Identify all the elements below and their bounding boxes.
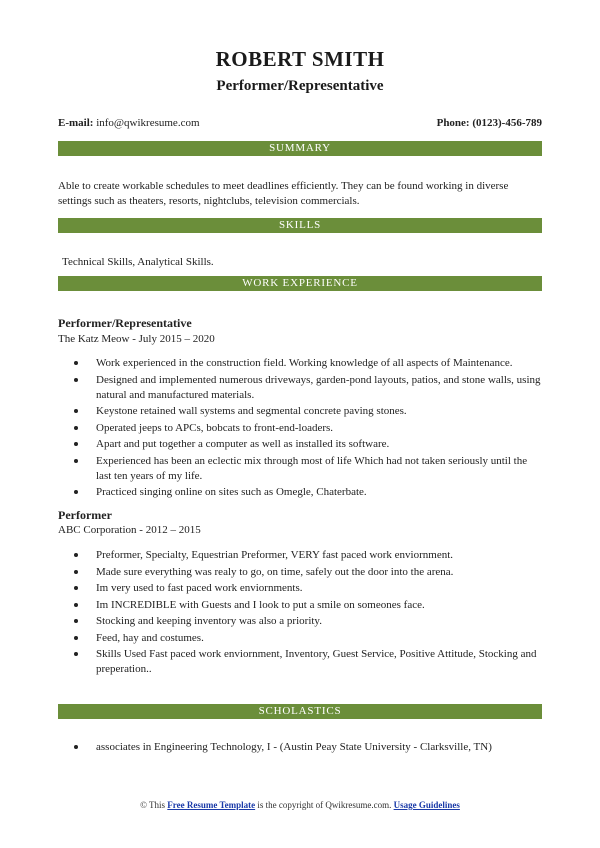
contact-row: [58, 117, 542, 133]
candidate-name: ROBERT SMITH: [215, 47, 385, 71]
email-label: E-mail:: [58, 117, 94, 129]
list-item: Im very used to fast paced work enviornments.: [96, 581, 542, 596]
job-title: Performer: [58, 508, 112, 522]
candidate-title: Performer/Representative: [216, 78, 384, 94]
list-item: Designed and implemented numerous driveways, garden-pond layouts, patios, and stone walls, using natural and manufactured materials.: [96, 373, 541, 401]
list-item: Operated jeeps to APCs, bobcats to front-end-loaders.: [96, 421, 542, 436]
job-bullets: [58, 548, 542, 679]
list-item: Keystone retained wall systems and segmental concrete paving stones.: [96, 404, 542, 419]
phone-block: [437, 117, 542, 129]
footer-middle: is the copyright of Qwikresume.com.: [255, 800, 394, 810]
skills-header: SKILLS: [58, 218, 542, 233]
job-company: ABC Corporation - 2012 – 2015: [58, 524, 201, 536]
list-item: Apart and put together a computer as well as installed its software.: [96, 437, 542, 452]
footer-copyright: [0, 800, 600, 810]
phone-value: (0123)-456-789: [472, 117, 542, 129]
summary-header: SUMMARY: [58, 141, 542, 156]
email-block: [58, 117, 200, 129]
footer-prefix: © This: [140, 800, 168, 810]
list-item: Stocking and keeping inventory was also a priority.: [96, 614, 542, 629]
job-title: Performer/Representative: [58, 316, 192, 330]
list-item: associates in Engineering Technology, I - (Austin Peay State University - Clarksville, TN): [96, 740, 542, 755]
list-item: Im INCREDIBLE with Guests and I look to put a smile on someones face.: [96, 598, 542, 613]
work-experience-header: WORK EXPERIENCE: [58, 276, 542, 291]
list-item: Made sure everything was realy to go, on time, safely out the door into the arena.: [96, 565, 542, 580]
scholastics-list: [58, 740, 542, 757]
usage-guidelines-link[interactable]: Usage Guidelines: [393, 800, 460, 810]
list-item: Preformer, Specialty, Equestrian Preformer, VERY fast paced work enviornment.: [96, 548, 542, 563]
job-company: The Katz Meow - July 2015 – 2020: [58, 333, 215, 345]
list-item: Practiced singing online on sites such as Omegle, Chaterbate.: [96, 485, 542, 500]
list-item: Experienced has been an eclectic mix through most of life Which had not taken seriously until the last ten years of my life.: [96, 454, 542, 484]
email-value[interactable]: info@qwikresume.com: [96, 117, 200, 129]
scholastics-header: SCHOLASTICS: [58, 704, 542, 719]
skills-text: Technical Skills, Analytical Skills.: [62, 256, 214, 268]
phone-label: Phone:: [436, 117, 470, 129]
job-bullets: [58, 356, 542, 502]
list-item: Work experienced in the construction field. Working knowledge of all aspects of Maintenance.: [96, 356, 542, 371]
summary-text: Able to create workable schedules to meet deadlines efficiently. They can be found working in diverse settings such as theaters, resorts, nightclubs, television commercials.: [58, 180, 509, 207]
list-item: Skills Used Fast paced work enviornment, Inventory, Guest Service, Positive Attitude, Stocking and preperation..: [96, 647, 542, 677]
list-item: Feed, hay and costumes.: [96, 631, 542, 646]
free-resume-template-link[interactable]: Free Resume Template: [167, 800, 256, 810]
